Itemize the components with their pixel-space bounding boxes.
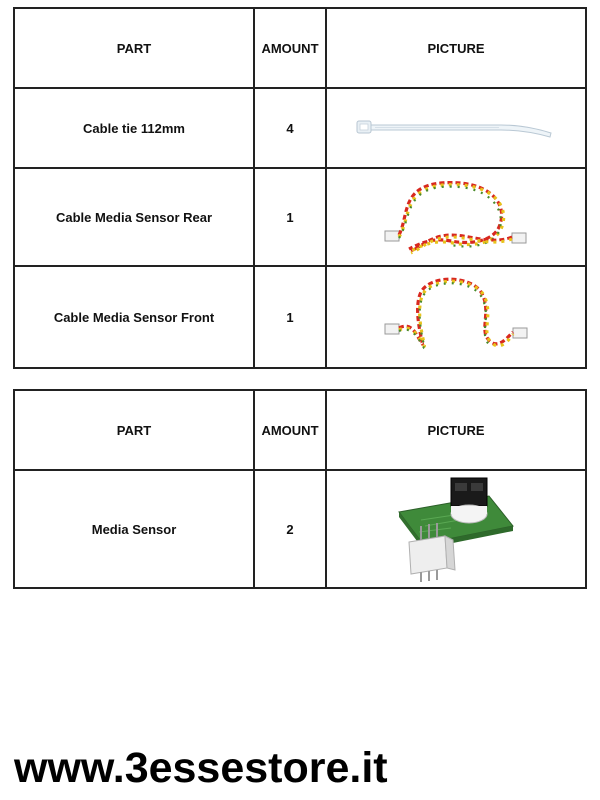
table-row [14,168,586,266]
part-picture-cell [326,168,586,266]
parts-table-1 [13,7,587,369]
header-picture: PICTURE [326,390,586,470]
header-amount: AMOUNT [254,390,326,470]
table-row [14,470,586,588]
header-amount: AMOUNT [254,8,326,88]
twisted-cable-picture [381,272,531,362]
part-amount: 1 [254,168,326,266]
table-row [14,88,586,168]
part-picture-cell [326,470,586,588]
part-name: Media Sensor [14,470,254,588]
part-name: Cable Media Sensor Rear [14,168,254,266]
website-url: www.3essestore.it [14,744,388,792]
twisted-cable-picture [381,175,531,259]
header-part: PART [14,390,254,470]
parts-table-2 [13,389,587,589]
table-row [14,266,586,368]
media-sensor-board-picture [391,474,521,584]
table-header-row [14,8,586,88]
part-amount: 2 [254,470,326,588]
part-name: Cable tie 112mm [14,88,254,168]
header-part: PART [14,8,254,88]
part-name: Cable Media Sensor Front [14,266,254,368]
cable-tie-picture [351,113,561,143]
header-picture: PICTURE [326,8,586,88]
part-picture-cell [326,88,586,168]
part-picture-cell [326,266,586,368]
part-amount: 1 [254,266,326,368]
part-amount: 4 [254,88,326,168]
table-header-row [14,390,586,470]
